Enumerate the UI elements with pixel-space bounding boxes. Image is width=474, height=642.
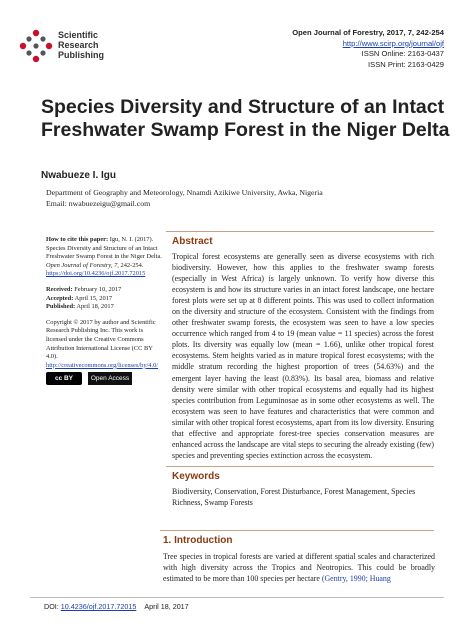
accepted-date: April 15, 2017 [73,294,113,302]
citation-block [46,236,162,279]
srp-logo-icon [18,28,54,64]
abstract-divider [166,231,434,232]
copyright-text: Copyright © 2017 by author and Scientific Research Publishing Inc. This work is licensed under the Creative Commons Attribution International License (CC BY 4.0). [46,318,156,361]
introduction-body: Tree species in tropical forests are varied at different spatial scales and characterized with high diversity across the Tropics and Neotropics. This could be broadly estimated to be more than 100 species per hectare [163,552,435,584]
affiliation: Department of Geography and Meteorology, Nnamdi Azikiwe University, Awka, Nigeria [46,188,323,197]
footer-doi-label: DOI: [44,602,61,611]
footer-doi-link[interactable]: 10.4236/ojf.2017.72015 [60,602,137,611]
footer-divider [30,597,444,598]
abstract-heading: Abstract [172,236,213,247]
issn-online: ISSN Online: 2163-0437 [361,49,444,58]
journal-info [292,28,444,70]
paper-title-line: Species Diversity and Structure of an Intact [41,96,445,118]
introduction-heading: 1. Introduction [163,535,233,546]
publisher-line: Publishing [58,50,104,60]
author-name: Nwabueze I. Igu [41,170,117,181]
cite-label: How to cite this paper: [46,236,109,243]
paper-title-line: Freshwater Swamp Forest in the Niger Delta [41,119,450,141]
page-footer [44,602,189,611]
cc-by-badge-icon[interactable]: cc BY [46,372,82,385]
cite-text: Igu, N. I. (2017). Species Diversity and Structure of an Intact Freshwater Swamp Forest in the Niger Delta. [46,236,162,261]
author-email: Email: nwabuezeigu@gmail.com [46,199,151,208]
introduction-text [163,551,435,585]
keywords-divider [166,466,434,467]
keywords-text: Biodiversity, Conservation, Forest Disturbance, Forest Management, Species Richness, Swamp Forests [172,487,416,507]
received-label: Received: [46,285,73,293]
cite-journal: Open Journal of Forestry, 7, [46,261,119,269]
cite-doi-link[interactable]: https://doi.org/10.4236/ojf.2017.72015 [46,270,146,278]
accepted-label: Accepted: [46,294,74,302]
received-date: February 10, 2017 [72,285,122,293]
publisher-line: Research [58,40,99,50]
dates-block [46,286,162,312]
journal-url-link[interactable]: http://www.scirp.org/journal/ojf [342,38,444,48]
issn-print: ISSN Print: 2163-0429 [368,59,444,69]
publisher-name [58,30,104,60]
license-link[interactable]: http://creativecommons.org/licenses/by/4.0/ [46,361,159,369]
citation-link[interactable]: (Gentry, 1990; Huang [321,574,391,584]
article-sidebar [46,236,162,392]
paper-title [41,96,461,142]
publisher-line: Scientific [58,30,99,40]
keywords-heading: Keywords [172,471,220,482]
license-badges [46,372,162,385]
journal-title: Open Journal of Forestry, 2017, 7, 242-254 [292,28,444,37]
introduction-divider [160,530,434,531]
affiliation-block [46,187,446,209]
open-access-badge[interactable]: Open Access [88,372,132,385]
cite-pages: 242-254. [118,261,144,269]
copyright-block [46,319,162,386]
published-label: Published: [46,303,76,311]
published-date: April 18, 2017 [75,303,114,311]
abstract-text: Tropical forest ecosystems are generally seen as diverse ecosystems with rich biodiversity. However, how this applies to the freshwater swamp forests (especially in West Africa) is largely unknown. To verify how diverse this ecosystem is and how its structure varies in an intact forest landscape, one hectare forest plots were set up at 8 different points. This was used to collect information on the diversity and structure of the ecosystem. Consistent with the findings from other freshwater swamp forests, the ecosystem was seen to have a low species occurrence which ranged from 4 to 19 (mean value = 11 species) across the forest plots. Its diversity was equally low (mean = 1.66), unlike other tropical forest ecosystems. Stem heights varied as in mature tropical forest ecosystems; with the middle stratum recording the highest proportion of trees (54.63%) and the emergent layer having the least (0.83%). Its basal area, biomass and relative density were similar with other tropical ecosystems and equally had its highest species contribution from Leguminosae as in some other ecosystems as well. The ecosystem was seen to have features and characteristics that were common and similar with other tropical forest ecosystems, apart from its low diversity. Ensuring that effective and appropriate forest-tree species conservation measures are enhanced across the landscape are vital steps to securing the already existing (few) species and preventing species extinction across the ecosystem. [172,252,434,460]
footer-date: April 18, 2017 [144,602,189,611]
